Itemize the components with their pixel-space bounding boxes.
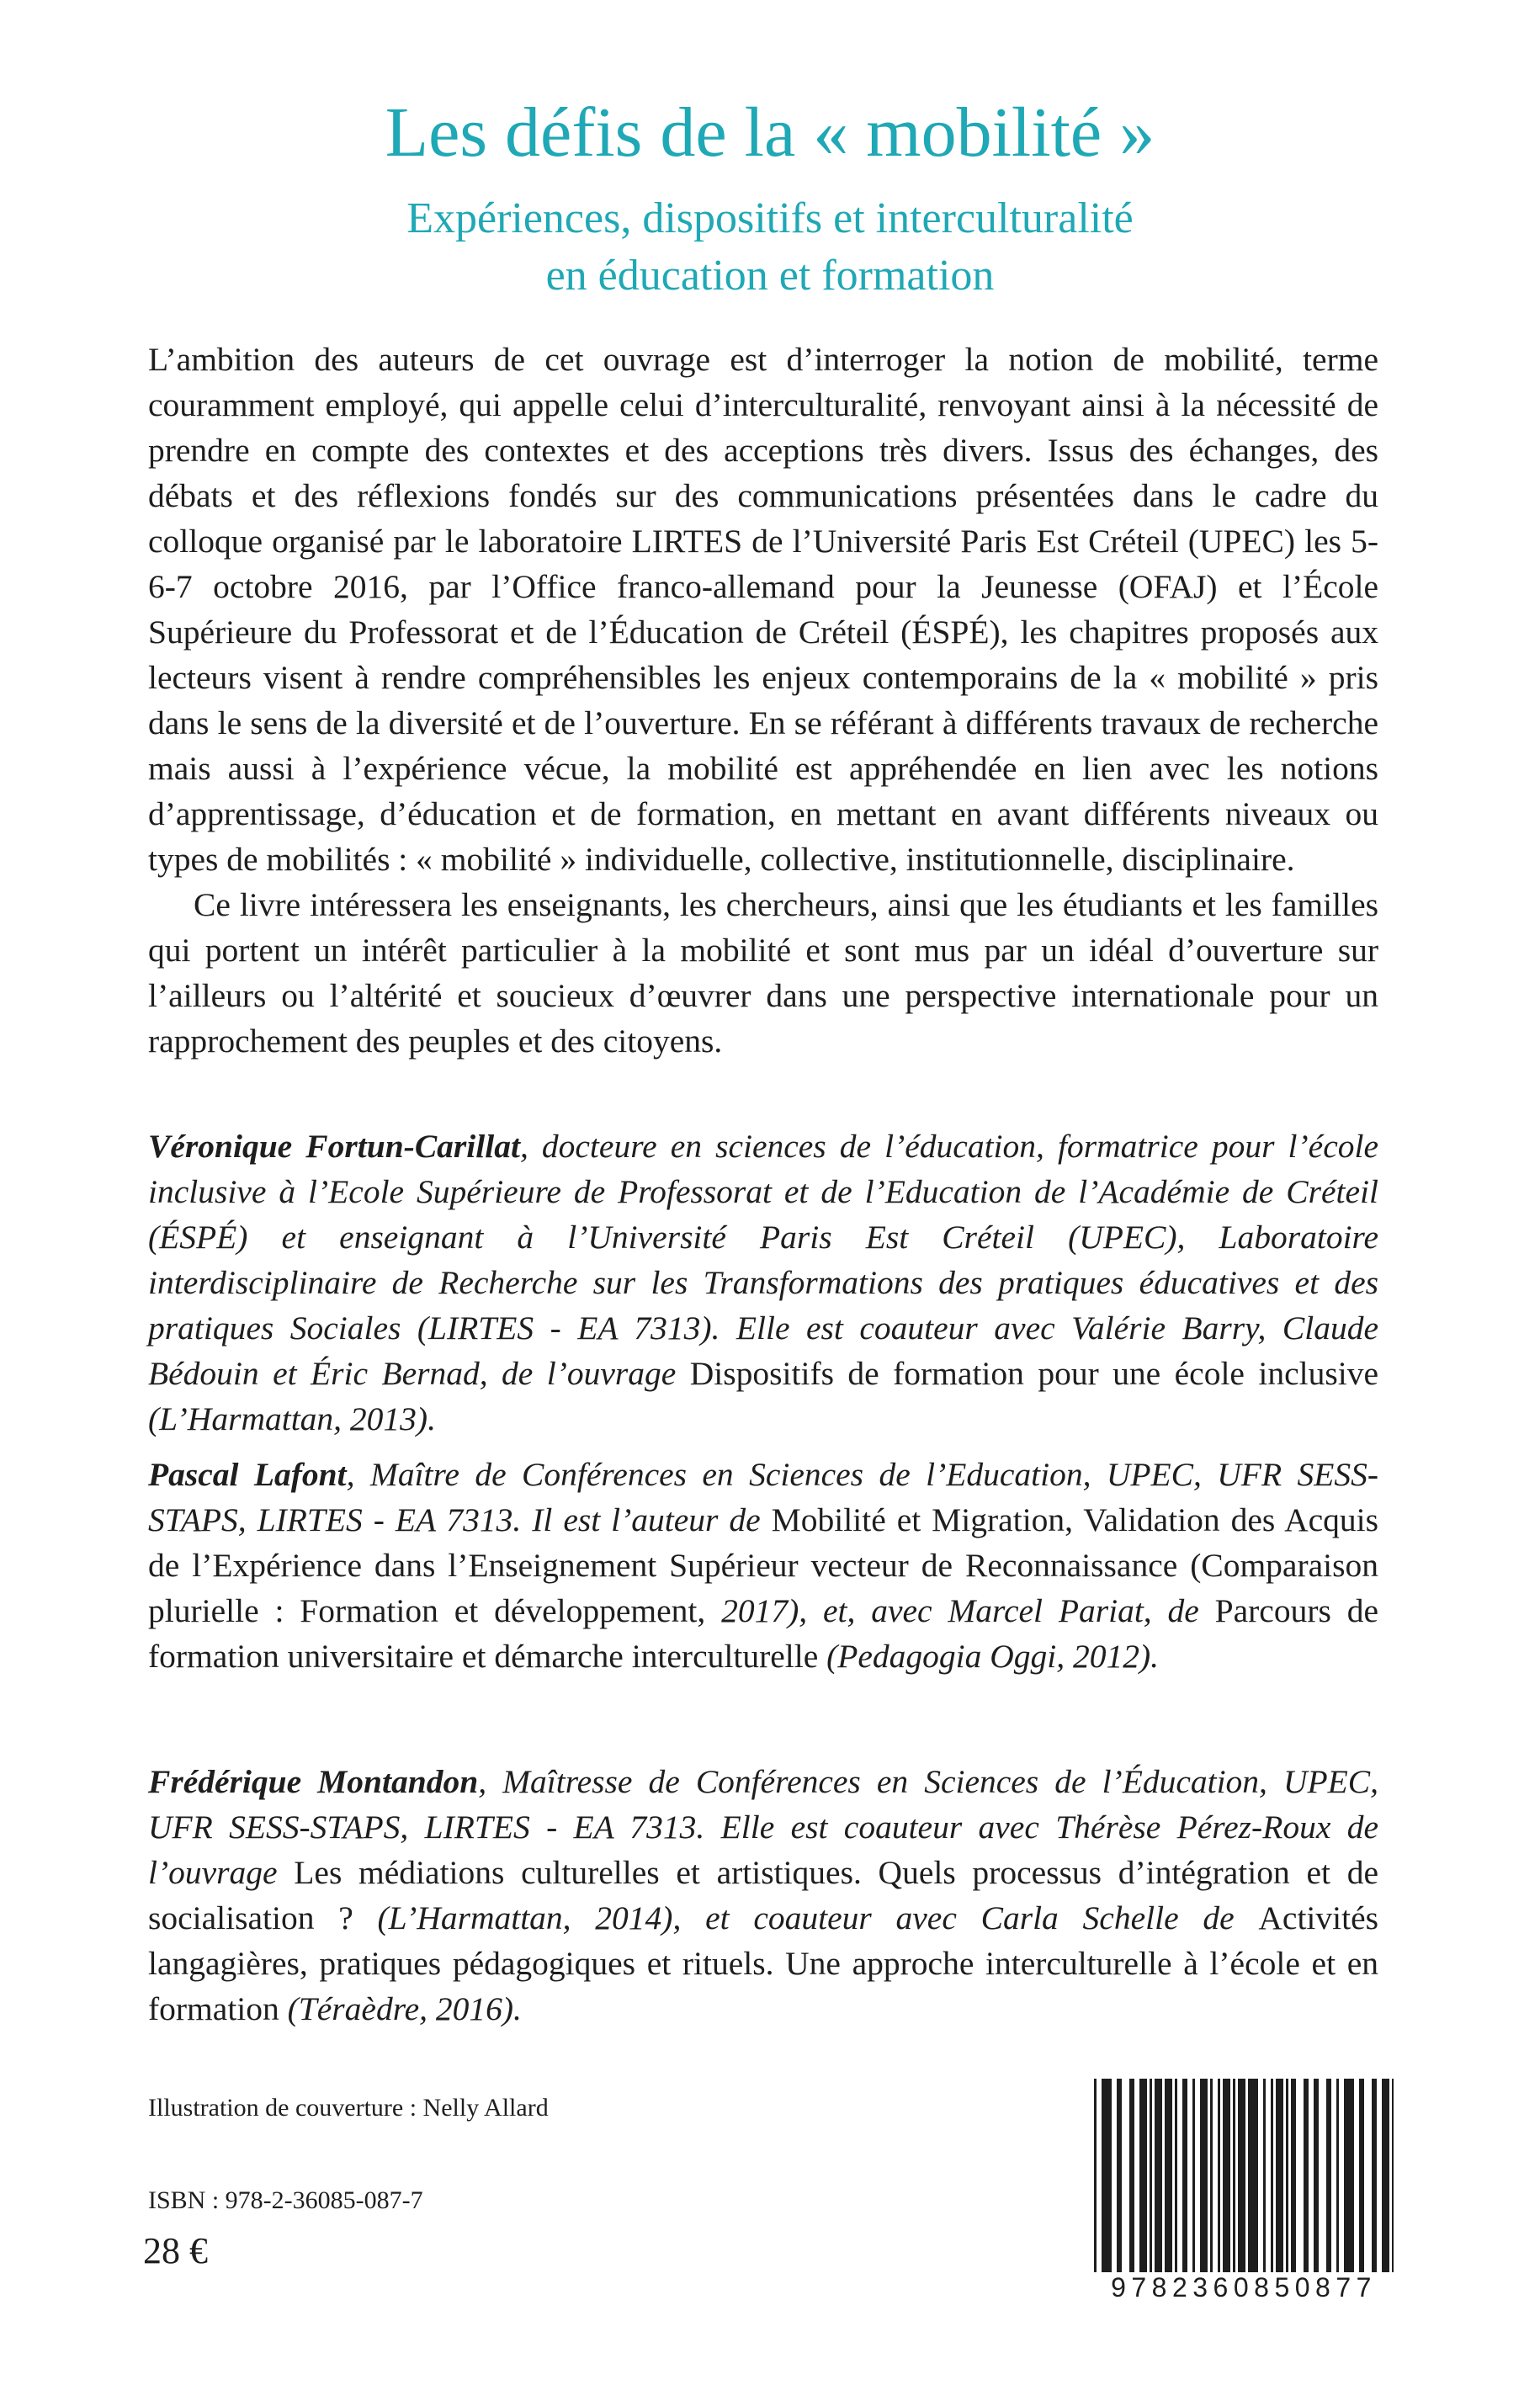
barcode-bar: [1192, 2079, 1195, 2272]
author-bio-3: [148, 1759, 1378, 2032]
barcode-bar: [1344, 2079, 1354, 2272]
book-reference: Mobilité et Migration, Validation des Acquis de l’Expérience dans l’Enseignement Supérieur vecteur de Reconnaissance (Comparaison plurielle : Formation et développement,: [148, 1501, 1378, 1629]
barcode-bar: [1291, 2079, 1296, 2272]
barcode-bar: [1233, 2079, 1235, 2272]
barcode-bar: [1276, 2079, 1283, 2272]
author-bio-1: [148, 1123, 1378, 1442]
barcode-digits: 9782360850877: [1111, 2272, 1377, 2303]
author-bio-text: (L’Harmattan, 2013).: [148, 1400, 436, 1437]
author-bio-2: [148, 1452, 1378, 1679]
barcode-bar: [1314, 2079, 1319, 2272]
barcode-bar: [1238, 2079, 1245, 2272]
book-reference: Activités langagières, pratiques pédagogiques et rituels. Une approche interculturelle à l’école et en formation: [148, 1899, 1378, 2027]
barcode-bar: [1223, 2079, 1230, 2272]
barcode-bar: [1165, 2079, 1172, 2272]
price: 28 €: [143, 2230, 208, 2271]
barcode-bar: [1304, 2079, 1309, 2272]
barcode-bar: [1175, 2079, 1177, 2272]
book-title: Les défis de la « mobilité »: [385, 93, 1155, 172]
summary-text: [148, 337, 1378, 1064]
author-bio-text: , Maître de Conférences en Sciences de l’Education, UPEC, UFR SESS-STAPS, LIRTES - EA 7313. Il est l’auteur de: [148, 1456, 1378, 1538]
barcode-bar: [1263, 2079, 1266, 2272]
barcode-bar: [1382, 2079, 1389, 2272]
summary-paragraph-1: L’ambition des auteurs de cet ouvrage est d’interroger la notion de mobilité, terme couramment employé, qui appelle celui d’interculturalité, renvoyant ainsi à la nécessité de prendre en compte des contextes et des acceptions très divers. Issus des échanges, des débats et des réflexions fondés sur des communications présentées dans le cadre du colloque organisé par le laboratoire LIRTES de l’Université Paris Est Créteil (UPEC) les 5-6-7 octobre 2016, par l’Office franco-allemand pour la Jeunesse (OFAJ) et l’École Supérieure du Professorat et de l’Éducation de Créteil (ÉSPÉ), les chapitres proposés aux lecteurs visent à rendre compréhensibles les enjeux contemporains de la « mobilité » pris dans le sens de la diversité et de l’ouverture. En se référant à différents travaux de recherche mais aussi à l’expérience vécue, la mobilité est appréhendée en lien avec les notions d’apprentissage, d’éducation et de formation, en mettant en avant différents niveaux ou types de mobilités : « mobilité » individuelle, collective, institutionnelle, disciplinaire.: [148, 341, 1378, 878]
subtitle-line-2: en éducation et formation: [545, 252, 995, 300]
subtitle-line-1: Expériences, dispositifs et interculturalité: [406, 194, 1134, 242]
barcode-bar: [1218, 2079, 1220, 2272]
book-reference: Parcours de formation universitaire et démarche interculturelle: [148, 1592, 1378, 1675]
barcode-bar: [1286, 2079, 1288, 2272]
author-bio-text: (Pedagogia Oggi, 2012).: [818, 1638, 1160, 1675]
author-bio-text: 2017), et, avec Marcel Pariat, de: [705, 1592, 1215, 1629]
book-reference: Dispositifs de formation pour une école inclusive: [689, 1355, 1379, 1392]
book-reference: Les médiations culturelles et artistiques. Quels processus d’intégration et de socialisation ?: [148, 1854, 1378, 1936]
barcode-bar: [1200, 2079, 1208, 2272]
barcode-bar: [1094, 2079, 1097, 2272]
author-name: Frédérique Montandon: [148, 1763, 479, 1800]
barcode-bar: [1336, 2079, 1339, 2272]
cover-illustration-credit: Illustration de couverture : Nelly Allard: [148, 2094, 549, 2122]
barcode-bar: [1392, 2079, 1394, 2272]
barcode-bar: [1248, 2079, 1258, 2272]
barcode-bars: [1094, 2079, 1394, 2272]
barcode-bar: [1102, 2079, 1112, 2272]
barcode-bar: [1271, 2079, 1273, 2272]
book-subtitle: [0, 190, 1540, 305]
barcode-bar: [1372, 2079, 1377, 2272]
barcode-bar: [1326, 2079, 1331, 2272]
barcode-bar: [1359, 2079, 1364, 2272]
barcode-bar: [1129, 2079, 1134, 2272]
isbn: ISBN : 978-2-36085-087-7: [148, 2186, 423, 2214]
summary-paragraph-2: Ce livre intéressera les enseignants, les chercheurs, ainsi que les étudiants et les familles qui portent un intérêt particulier à la mobilité et sont mus par un idéal d’ouverture sur l’ailleurs ou l’altérité et soucieux d’œuvrer dans une perspective internationale pour un rapprochement des peuples et des citoyens.: [148, 886, 1378, 1060]
author-name: Véronique Fortun-Carillat: [148, 1128, 520, 1165]
author-bio-text: (L’Harmattan, 2014), et coauteur avec Carla Schelle de: [353, 1899, 1259, 1936]
barcode-bar: [1150, 2079, 1152, 2272]
barcode-bar: [1182, 2079, 1187, 2272]
barcode-bar: [1155, 2079, 1162, 2272]
barcode-icon: [1094, 2079, 1394, 2272]
barcode-bar: [1117, 2079, 1122, 2272]
barcode-bar: [1210, 2079, 1213, 2272]
author-bio-text: (Téraèdre, 2016).: [279, 1990, 522, 2027]
author-bio-text: , Maîtresse de Conférences en Sciences de l’Éducation, UPEC, UFR SESS-STAPS, LIRTES - EA 7313. Elle est coauteur avec Thérèse Pérez-Roux de l’ouvrage: [148, 1763, 1378, 1891]
barcode-bar: [1139, 2079, 1147, 2272]
author-bio-text: , docteure en sciences de l’éducation, formatrice pour l’école inclusive à l’Ecole Supérieure de Professorat et de l’Education de l’Académie de Créteil (ÉSPÉ) et enseignant à l’Université Paris Est Créteil (UPEC), Laboratoire interdisciplinaire de Recherche sur les Transformations des pratiques éducatives et des pratiques Sociales (LIRTES - EA 7313). Elle est coauteur avec Valérie Barry, Claude Bédouin et Éric Bernad, de l’ouvrage: [148, 1128, 1378, 1392]
author-name: Pascal Lafont: [148, 1456, 347, 1493]
